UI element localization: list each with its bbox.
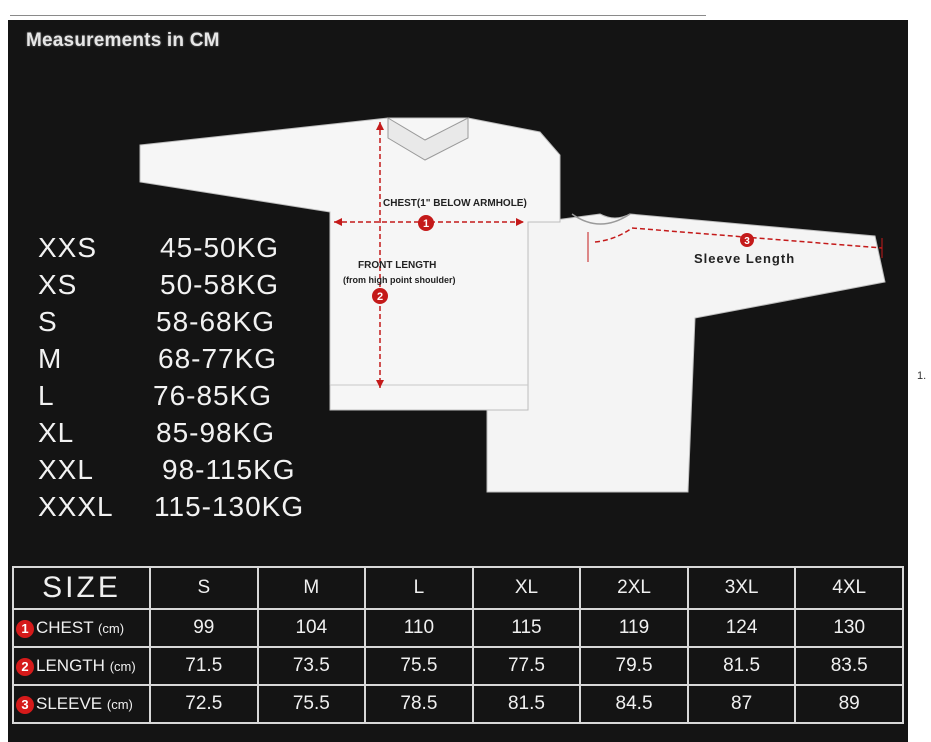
table-cell: 78.5 xyxy=(365,685,473,723)
table-cell: 99 xyxy=(150,609,258,647)
weight-size: XXS xyxy=(38,232,98,263)
table-row xyxy=(13,609,903,647)
number-badge: 2 xyxy=(16,658,34,676)
front-length-label: FRONT LENGTH xyxy=(358,260,437,271)
table-cell: 81.5 xyxy=(473,685,581,723)
table-cell: 119 xyxy=(580,609,688,647)
unit-label: (cm) xyxy=(106,697,133,712)
table-cell: 77.5 xyxy=(473,647,581,685)
table-cell: 83.5 xyxy=(795,647,903,685)
marker-2 xyxy=(372,288,388,304)
row-label-text: LENGTH xyxy=(36,656,105,675)
table-header-row xyxy=(13,567,903,609)
chest-label: CHEST(1" BELOW ARMHOLE) xyxy=(383,198,527,209)
svg-text:3: 3 xyxy=(744,236,750,247)
table-cell: 124 xyxy=(688,609,796,647)
size-col-header: S xyxy=(150,567,258,609)
weight-range: 115-130KG xyxy=(154,491,305,522)
table-cell: 84.5 xyxy=(580,685,688,723)
weight-range: 98-115KG xyxy=(162,454,296,485)
weight-size: XS xyxy=(38,269,78,300)
table-cell: 110 xyxy=(365,609,473,647)
table-cell: 89 xyxy=(795,685,903,723)
number-badge: 3 xyxy=(16,696,34,714)
table-cell: 75.5 xyxy=(258,685,366,723)
size-table xyxy=(12,566,904,724)
weight-size: S xyxy=(38,306,58,337)
weight-range: 45-50KG xyxy=(160,232,280,263)
weight-range: 68-77KG xyxy=(158,343,278,374)
weight-range: 58-68KG xyxy=(156,306,276,337)
sleeve-length-label: Sleeve Length xyxy=(694,251,796,266)
table-row xyxy=(13,647,903,685)
weight-size: XL xyxy=(38,417,75,448)
length-row-label xyxy=(13,647,150,685)
weight-size: XXXL xyxy=(38,491,114,522)
weight-size: XXL xyxy=(38,454,94,485)
size-col-header: XL xyxy=(473,567,581,609)
size-col-header: M xyxy=(258,567,366,609)
chest-row-label xyxy=(13,609,150,647)
row-label-text: SLEEVE xyxy=(36,694,103,713)
number-badge: 1 xyxy=(16,620,34,638)
table-cell: 71.5 xyxy=(150,647,258,685)
size-col-header: 4XL xyxy=(795,567,903,609)
sleeve-row-label xyxy=(13,685,150,723)
table-cell: 81.5 xyxy=(688,647,796,685)
table-cell: 104 xyxy=(258,609,366,647)
weight-range: 85-98KG xyxy=(156,417,276,448)
weight-size: M xyxy=(38,343,63,374)
size-col-header: L xyxy=(365,567,473,609)
front-length-sub: (from high point shoulder) xyxy=(343,275,456,285)
table-cell: 87 xyxy=(688,685,796,723)
table-row xyxy=(13,685,903,723)
weight-range: 50-58KG xyxy=(160,269,280,300)
svg-text:1: 1 xyxy=(422,218,430,230)
table-cell: 79.5 xyxy=(580,647,688,685)
back-shirt xyxy=(487,214,885,492)
table-cell: 75.5 xyxy=(365,647,473,685)
weight-size: L xyxy=(38,380,55,411)
table-cell: 130 xyxy=(795,609,903,647)
side-note: 1. xyxy=(917,370,927,382)
size-col-header: 2XL xyxy=(580,567,688,609)
weight-range: 76-85KG xyxy=(153,380,273,411)
marker-1 xyxy=(418,215,434,231)
unit-label: (cm) xyxy=(98,621,125,636)
table-cell: 73.5 xyxy=(258,647,366,685)
table-cell: 72.5 xyxy=(150,685,258,723)
marker-3 xyxy=(740,233,754,247)
table-cell: 115 xyxy=(473,609,581,647)
size-col-header: 3XL xyxy=(688,567,796,609)
page-title: Measurements in CM xyxy=(26,30,220,51)
row-label-text: CHEST xyxy=(36,618,94,637)
svg-text:2: 2 xyxy=(376,291,384,303)
size-header: SIZE xyxy=(13,567,150,609)
unit-label: (cm) xyxy=(109,659,136,674)
